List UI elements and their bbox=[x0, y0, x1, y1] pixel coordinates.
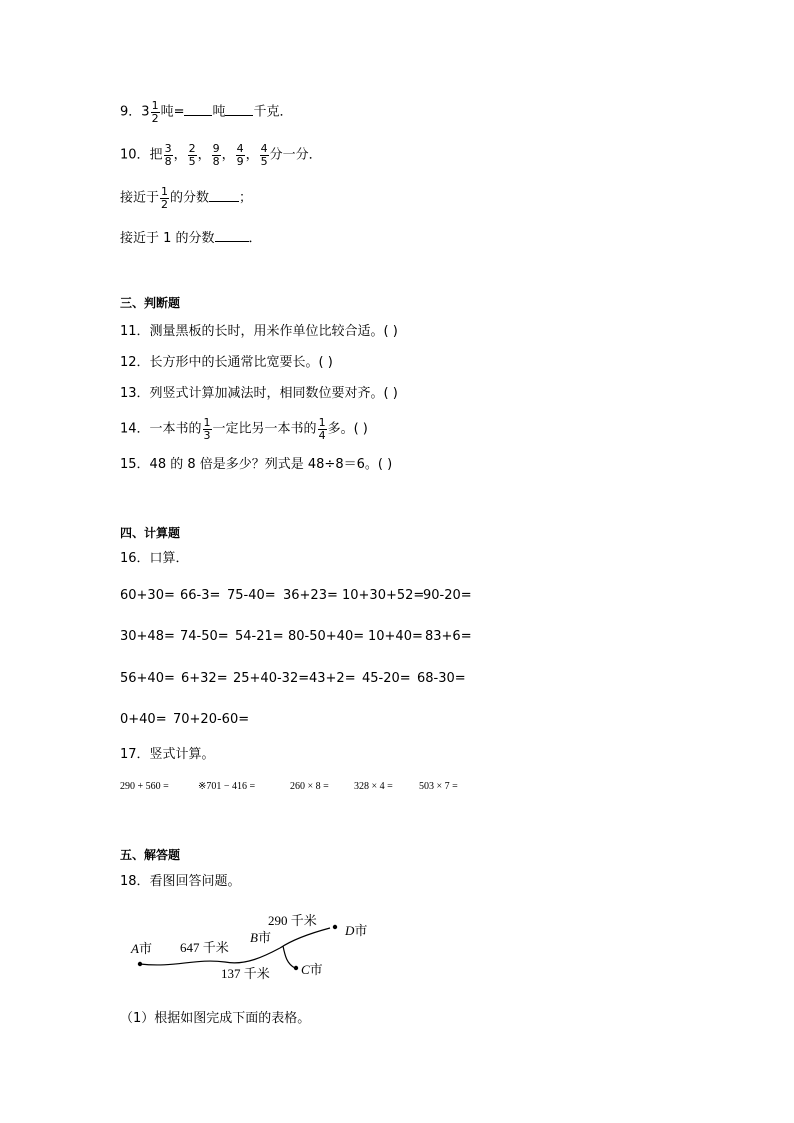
text: 的分数 bbox=[170, 190, 210, 206]
text: 吨= bbox=[160, 104, 185, 120]
numerator: 1 bbox=[318, 416, 326, 429]
question-18-sub-1: （1）根据如图完成下面的表格。 bbox=[120, 1011, 311, 1026]
section-title-5: 五、解答题 bbox=[120, 848, 181, 862]
numerator: 3 bbox=[164, 142, 172, 155]
city-c-label bbox=[301, 962, 323, 977]
distance-a-b: 647 千米 bbox=[180, 940, 229, 955]
city-d-label bbox=[344, 923, 367, 938]
numerator: 1 bbox=[161, 185, 169, 198]
oral-item: 25+40-32= bbox=[233, 671, 310, 686]
q-number: 9． bbox=[120, 104, 142, 120]
fraction bbox=[260, 143, 269, 167]
numerator: 1 bbox=[151, 99, 159, 112]
oral-item: 10+40= bbox=[368, 629, 423, 644]
vertical-calc-item: 290 + 560 = bbox=[120, 781, 169, 792]
numerator: 9 bbox=[212, 142, 220, 155]
numerator: 2 bbox=[188, 142, 196, 155]
oral-item: 60+30= bbox=[120, 588, 175, 603]
text: 千克． bbox=[253, 104, 293, 120]
oral-item: 10+30+52= bbox=[342, 588, 425, 603]
question-11: 11．测量黑板的长时，用米作单位比较合适。( ) bbox=[120, 324, 398, 339]
question-12: 12．长方形中的长通常比宽要长。( ) bbox=[120, 355, 333, 370]
separator: ， bbox=[197, 147, 211, 163]
city-b-label bbox=[250, 930, 271, 945]
numerator: 4 bbox=[236, 142, 244, 155]
question-9 bbox=[120, 100, 293, 124]
oral-item: 6+32= bbox=[181, 671, 228, 686]
separator: ， bbox=[173, 147, 187, 163]
text: 把 bbox=[149, 147, 163, 163]
section-title-3: 三、判断题 bbox=[120, 296, 181, 310]
section-title-4: 四、计算题 bbox=[120, 526, 181, 540]
road-b-d bbox=[280, 928, 330, 948]
text: 接近于 1 的分数 bbox=[120, 231, 215, 246]
city-c-dot bbox=[294, 966, 298, 970]
mixed-whole: 3 bbox=[141, 104, 150, 120]
text: 接近于 bbox=[120, 190, 160, 206]
road-b-c bbox=[283, 946, 295, 968]
denominator: 3 bbox=[203, 428, 211, 442]
oral-item: 90-20= bbox=[423, 588, 472, 603]
city-letter: A bbox=[131, 941, 139, 956]
separator: ， bbox=[221, 147, 235, 163]
denominator: 2 bbox=[161, 197, 169, 211]
text: 分一分． bbox=[269, 147, 322, 163]
denominator: 9 bbox=[236, 154, 244, 168]
city-letter: C bbox=[301, 962, 310, 977]
answer-blank[interactable] bbox=[225, 113, 253, 116]
oral-item: 0+40= bbox=[120, 712, 167, 727]
question-18-title: 18．看图回答问题。 bbox=[120, 874, 241, 889]
fraction bbox=[236, 143, 245, 167]
denominator: 5 bbox=[188, 154, 196, 168]
city-d-dot bbox=[333, 925, 337, 929]
text: 吨 bbox=[212, 104, 226, 120]
oral-item: 74-50= bbox=[180, 629, 229, 644]
vertical-calc-item: ※701 − 416 = bbox=[198, 781, 256, 792]
oral-item: 66-3= bbox=[180, 588, 221, 603]
fraction bbox=[164, 143, 173, 167]
distance-b-c: 137 千米 bbox=[221, 966, 270, 981]
numerator: 4 bbox=[260, 142, 268, 155]
city-suffix: 市 bbox=[138, 941, 152, 956]
oral-item: 70+20-60= bbox=[173, 712, 250, 727]
answer-blank[interactable] bbox=[184, 113, 212, 116]
denominator: 5 bbox=[260, 154, 268, 168]
oral-item: 83+6= bbox=[425, 629, 472, 644]
denominator: 8 bbox=[212, 154, 220, 168]
question-16-title: 16．口算． bbox=[120, 551, 189, 566]
oral-item: 68-30= bbox=[417, 671, 466, 686]
question-15: 15．48 的 8 倍是多少？列式是 48÷8＝6。( ) bbox=[120, 457, 393, 472]
question-10-line-2 bbox=[120, 186, 252, 210]
city-a-label bbox=[130, 941, 152, 956]
oral-item: 75-40= bbox=[227, 588, 276, 603]
fraction bbox=[203, 417, 212, 441]
oral-item: 54-21= bbox=[235, 629, 284, 644]
city-letter: D bbox=[345, 923, 355, 938]
oral-item: 30+48= bbox=[120, 629, 175, 644]
oral-item: 56+40= bbox=[120, 671, 175, 686]
answer-blank[interactable] bbox=[209, 199, 239, 202]
fraction bbox=[160, 186, 169, 210]
numerator: 1 bbox=[203, 416, 211, 429]
text: 一定比另一本书的 bbox=[212, 421, 317, 437]
city-letter: B bbox=[250, 930, 258, 945]
question-13: 13．列竖式计算加减法时，相同数位要对齐。( ) bbox=[120, 386, 398, 401]
text: 多。( ) bbox=[327, 421, 368, 437]
route-map bbox=[125, 908, 385, 988]
fraction bbox=[188, 143, 197, 167]
question-17-title: 17．竖式计算。 bbox=[120, 747, 215, 762]
denominator: 2 bbox=[151, 111, 159, 125]
separator: ， bbox=[245, 147, 259, 163]
city-a-dot bbox=[138, 962, 142, 966]
oral-item: 80-50+40= bbox=[288, 629, 365, 644]
fraction bbox=[151, 100, 160, 124]
distance-b-d: 290 千米 bbox=[268, 913, 317, 928]
text: ． bbox=[248, 231, 262, 246]
question-10-line-3 bbox=[120, 232, 262, 245]
vertical-calc-item: 260 × 8 = bbox=[290, 781, 329, 792]
fraction bbox=[318, 417, 327, 441]
answer-blank[interactable] bbox=[215, 239, 249, 242]
vertical-calc-item: 503 × 7 = bbox=[419, 781, 458, 792]
q-number: 10． bbox=[120, 147, 150, 163]
oral-item: 43+2= bbox=[309, 671, 356, 686]
denominator: 8 bbox=[164, 154, 172, 168]
text: ； bbox=[239, 190, 253, 206]
text: 14．一本书的 bbox=[120, 421, 202, 437]
oral-item: 36+23= bbox=[283, 588, 338, 603]
question-14 bbox=[120, 417, 368, 441]
question-10 bbox=[120, 143, 322, 167]
city-suffix: 市 bbox=[309, 962, 323, 977]
fraction bbox=[212, 143, 221, 167]
denominator: 4 bbox=[318, 428, 326, 442]
oral-item: 45-20= bbox=[362, 671, 411, 686]
vertical-calc-item: 328 × 4 = bbox=[354, 781, 393, 792]
city-suffix: 市 bbox=[257, 930, 271, 945]
city-suffix: 市 bbox=[354, 923, 368, 938]
